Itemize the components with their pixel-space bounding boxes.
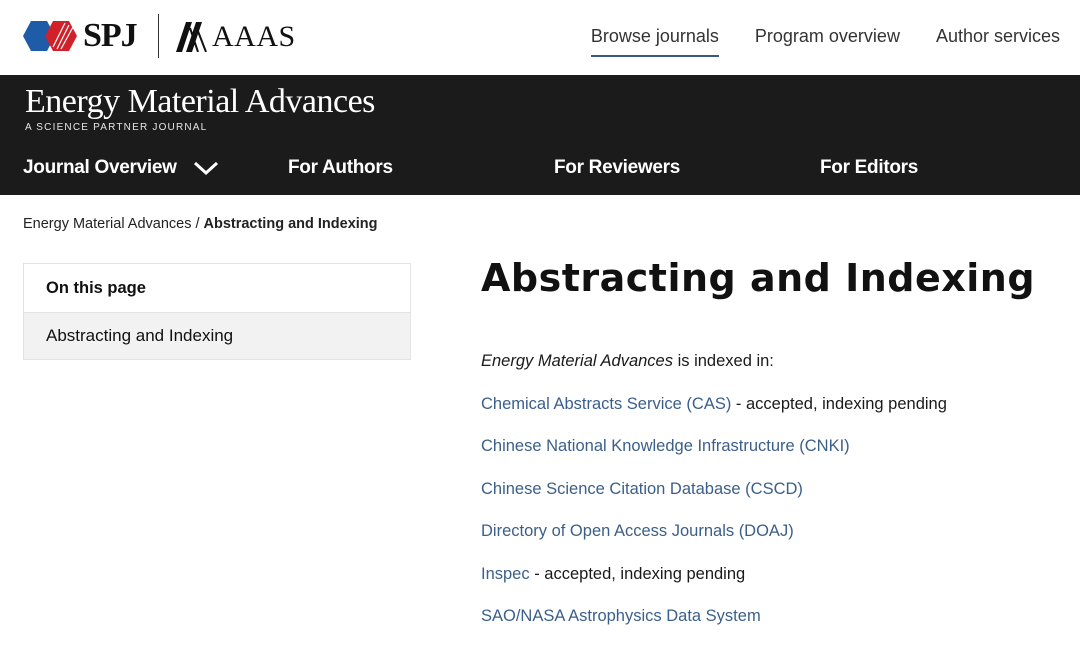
sidebar-item-abstracting-indexing[interactable]: Abstracting and Indexing [24, 312, 410, 359]
list-item [481, 563, 1061, 585]
link-cscd[interactable]: Chinese Science Citation Database (CSCD) [481, 479, 803, 498]
main-content [481, 350, 1061, 648]
link-cas[interactable]: Chemical Abstracts Service (CAS) [481, 394, 732, 413]
journal-banner [0, 75, 1080, 195]
breadcrumb [23, 216, 378, 232]
intro-text: is indexed in: [672, 352, 774, 370]
journal-subtitle: A SCIENCE PARTNER JOURNAL [25, 122, 208, 133]
logo-divider [158, 14, 159, 58]
list-item [481, 435, 1061, 457]
nav-journal-overview[interactable] [23, 157, 219, 179]
site-header [0, 0, 1080, 75]
nav-for-authors[interactable]: For Authors [288, 157, 393, 178]
breadcrumb-separator: / [195, 216, 200, 232]
list-item [481, 605, 1061, 627]
link-doaj[interactable]: Directory of Open Access Journals (DOAJ) [481, 522, 794, 540]
spj-logo[interactable] [23, 18, 137, 54]
intro-paragraph [481, 350, 1061, 372]
intro-journal-name: Energy Material Advances [481, 352, 673, 370]
aaas-emblem-icon [176, 22, 208, 52]
nav-browse-journals[interactable]: Browse journals [591, 26, 719, 57]
list-item [481, 393, 1061, 415]
aaas-logo[interactable] [176, 20, 296, 54]
journal-title[interactable]: Energy Material Advances [25, 83, 375, 120]
nav-for-editors[interactable]: For Editors [820, 157, 919, 178]
spj-logo-text: SPJ [83, 17, 137, 54]
link-inspec[interactable]: Inspec [481, 564, 530, 583]
list-item [481, 520, 1061, 542]
link-sao-nasa-ads[interactable]: SAO/NASA Astrophysics Data System [481, 607, 761, 625]
aaas-logo-text: AAAS [212, 20, 296, 53]
nav-for-reviewers[interactable]: For Reviewers [554, 157, 680, 178]
top-navigation [555, 26, 1060, 57]
journal-navigation [0, 155, 1080, 185]
nav-program-overview[interactable]: Program overview [754, 26, 900, 46]
entry-note: - accepted, indexing pending [529, 564, 746, 583]
spj-hexagon-icon [23, 19, 81, 53]
link-cnki[interactable]: Chinese National Knowledge Infrastructure (CNKI) [481, 437, 850, 455]
nav-journal-overview-label: Journal Overview [23, 157, 177, 178]
page-title: Abstracting and Indexing [481, 256, 1036, 300]
list-item [481, 478, 1061, 500]
breadcrumb-current: Abstracting and Indexing [203, 216, 378, 232]
breadcrumb-parent[interactable]: Energy Material Advances [23, 216, 192, 232]
sidebar-heading: On this page [46, 279, 146, 297]
nav-author-services[interactable]: Author services [935, 26, 1060, 46]
entry-note: - accepted, indexing pending [731, 394, 947, 413]
on-this-page-sidebar [23, 263, 411, 360]
chevron-down-icon [193, 160, 219, 176]
